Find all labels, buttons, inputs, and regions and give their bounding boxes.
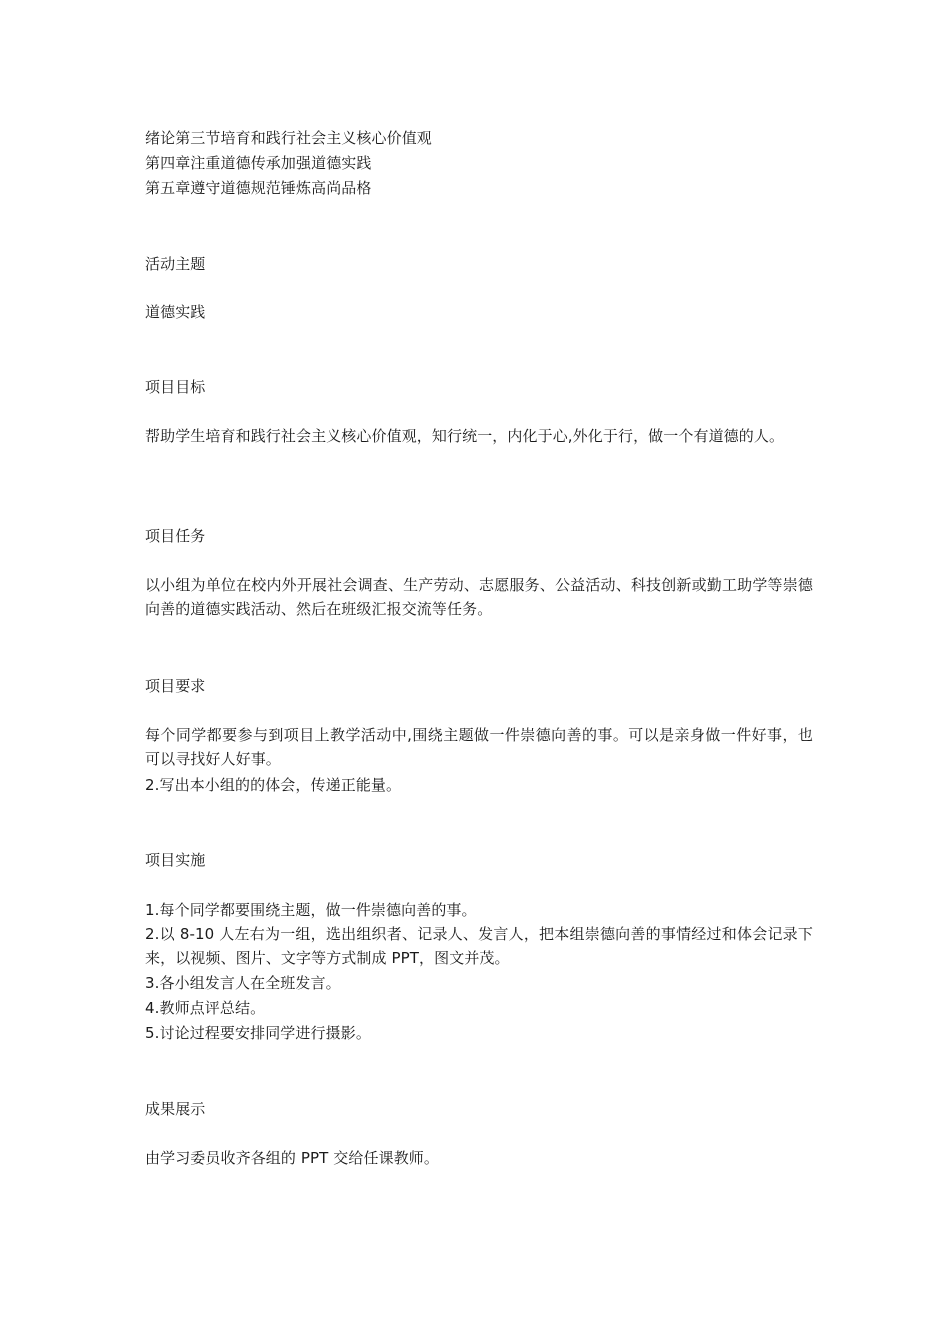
section-heading-goal: 项目目标 <box>145 378 206 396</box>
chapter-line: 第四章注重道德传承加强道德实践 <box>145 154 372 172</box>
section-heading-result: 成果展示 <box>145 1100 206 1118</box>
theme-content: 道德实践 <box>145 303 206 321</box>
task-content: 以小组为单位在校内外开展社会调查、生产劳动、志愿服务、公益活动、科技创新或勤工助学等崇德向善的道德实践活动、然后在班级汇报交流等任务。 <box>145 576 813 618</box>
requirement-item: 2.写出本小组的的体会，传递正能量。 <box>145 776 402 794</box>
chapter-line: 第五章遵守道德规范锤炼高尚品格 <box>145 179 372 197</box>
goal-content: 帮助学生培育和践行社会主义核心价值观，知行统一，内化于心,外化于行，做一个有道德的人。 <box>145 427 785 445</box>
section-heading-theme: 活动主题 <box>145 255 206 273</box>
chapter-line: 绪论第三节培育和践行社会主义核心价值观 <box>145 129 432 147</box>
implementation-item: 4.教师点评总结。 <box>145 999 266 1017</box>
section-heading-task: 项目任务 <box>145 527 206 545</box>
requirement-item: 每个同学都要参与到项目上教学活动中,围绕主题做一件崇德向善的事。可以是亲身做一件好事，也可以寻找好人好事。 <box>145 726 813 768</box>
section-heading-requirement: 项目要求 <box>145 677 206 695</box>
implementation-item: 5.讨论过程要安排同学进行摄影。 <box>145 1024 371 1042</box>
implementation-item: 2.以 8-10 人左右为一组，选出组织者、记录人、发言人，把本组崇德向善的事情经过和体会记录下来，以视频、图片、文字等方式制成 PPT，图文并茂。 <box>145 925 813 967</box>
implementation-item: 3.各小组发言人在全班发言。 <box>145 974 341 992</box>
implementation-item: 1.每个同学都要围绕主题，做一件崇德向善的事。 <box>145 901 477 919</box>
section-heading-implementation: 项目实施 <box>145 851 206 869</box>
result-content: 由学习委员收齐各组的 PPT 交给任课教师。 <box>145 1149 439 1167</box>
